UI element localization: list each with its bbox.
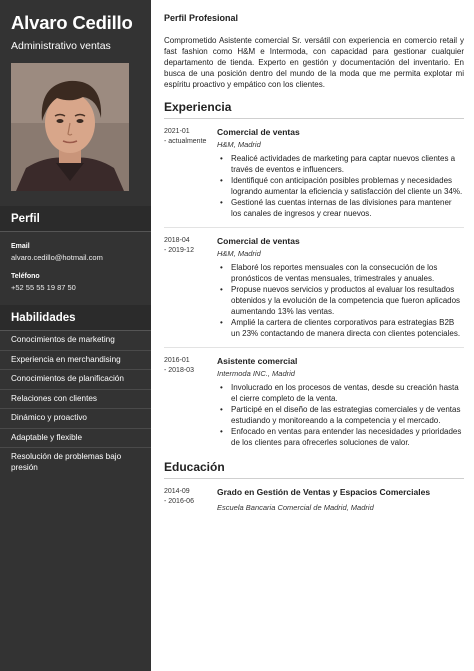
entry-company: H&M, Madrid — [217, 140, 261, 149]
skill-item: Experiencia en merchandising — [0, 351, 151, 371]
skill-item: Dinámico y proactivo — [0, 409, 151, 429]
entry-bullets — [217, 262, 464, 339]
bullet-item: • Participé en el diseño de las estrategias comerciales y de ventas estudiando y monitoreando a la competencia y el mercado. — [217, 404, 464, 426]
entry-dates: 2021-01 - actualmente — [164, 128, 207, 145]
skill-item: Adaptable y flexible — [0, 429, 151, 449]
bullet-item: • Propuse nuevos servicios y productos al evaluar los resultados obtenidos y la evolución de la competencia que fueron aplicados aumentando 13% las ventas. — [217, 284, 464, 317]
entry-dates: 2018-04 - 2019-12 — [164, 237, 194, 254]
bullet-item: • Amplié la cartera de clientes corporativos para estrategias B2B un 23% contactando de manera directa con clientes potenciales. — [217, 317, 464, 339]
bullet-item: • Identifiqué con anticipación posibles problemas y necesidades logrando aumentar la eficiencia y satisfacción del cliente un 34%. — [217, 175, 464, 197]
skill-item: Conocimientos de planificación — [0, 370, 151, 390]
education-entry — [164, 487, 464, 512]
entry-company: Intermoda INC., Madrid — [217, 369, 295, 378]
experience-entry — [164, 127, 464, 219]
divider — [164, 347, 464, 348]
skill-item: Relaciones con clientes — [0, 390, 151, 410]
education-school: Escuela Bancaria Comercial de Madrid, Madrid — [217, 503, 374, 512]
experience-entry — [164, 356, 464, 448]
portrait-image — [11, 63, 129, 191]
bullet-item: • Elaboré los reportes mensuales con la consecución de los pronósticos de ventas mensuales, trimestrales y anuales. — [217, 262, 464, 284]
entry-bullets — [217, 382, 464, 448]
bullet-item: • Realicé actividades de marketing para captar nuevos clientes a través de eventos e influencers. — [217, 153, 464, 175]
bullet-item: • Enfocado en ventas para entender las necesidades y prioridades de los clientes para ofrecerles soluciones de valor. — [217, 426, 464, 448]
sidebar-perfil-heading: Perfil — [0, 206, 151, 232]
experience-entry — [164, 236, 464, 339]
entry-role: Comercial de ventas — [217, 127, 300, 137]
phone-value[interactable]: +52 55 55 19 87 50 — [11, 283, 76, 292]
sidebar — [0, 0, 151, 671]
email-label: Email — [11, 243, 30, 250]
education-heading: Educación — [164, 460, 464, 479]
entry-company: H&M, Madrid — [217, 249, 261, 258]
entry-role: Asistente comercial — [217, 356, 298, 366]
entry-dates: 2016-01 - 2018-03 — [164, 357, 194, 374]
profile-photo — [11, 63, 129, 191]
skill-item: Conocimientos de marketing — [0, 331, 151, 351]
main-content — [151, 0, 474, 671]
divider — [164, 227, 464, 228]
bullet-item: • Involucrado en los procesos de ventas, desde su creación hasta el cierre completo de la venta. — [217, 382, 464, 404]
skill-item: Resolución de problemas bajo presión — [11, 452, 122, 472]
experience-heading: Experiencia — [164, 100, 464, 119]
phone-label: Teléfono — [11, 273, 40, 280]
entry-role: Comercial de ventas — [217, 236, 300, 246]
candidate-name: Alvaro Cedillo — [11, 12, 133, 33]
bullet-item: • Gestioné las cuentas internas de las divisiones para mantener los canales de ingresos y crear nuevos. — [217, 197, 464, 219]
skills-heading: Habilidades — [0, 305, 151, 331]
entry-bullets — [217, 153, 464, 219]
job-title: Administrativo ventas — [11, 40, 111, 52]
education-degree: Grado en Gestión de Ventas y Espacios Comerciales — [217, 487, 431, 497]
summary-text: Comprometido Asistente comercial Sr. versátil con experiencia en comercio retail y fast fashion como H&M e Intermoda, con capacidad para gestionar cualquier departamento de tienda. Experto en gestión y documentación del inventario. En busca de una posición dentro del mundo de la moda que me permita explotar mi espíritu proactivo y empático con los clientes. — [164, 36, 464, 89]
email-value[interactable]: alvaro.cedillo@hotmail.com — [11, 253, 103, 262]
skills-list — [0, 331, 151, 477]
entry-dates: 2014-09 - 2016-06 — [164, 488, 194, 505]
summary-heading: Perfil Profesional — [164, 13, 239, 23]
